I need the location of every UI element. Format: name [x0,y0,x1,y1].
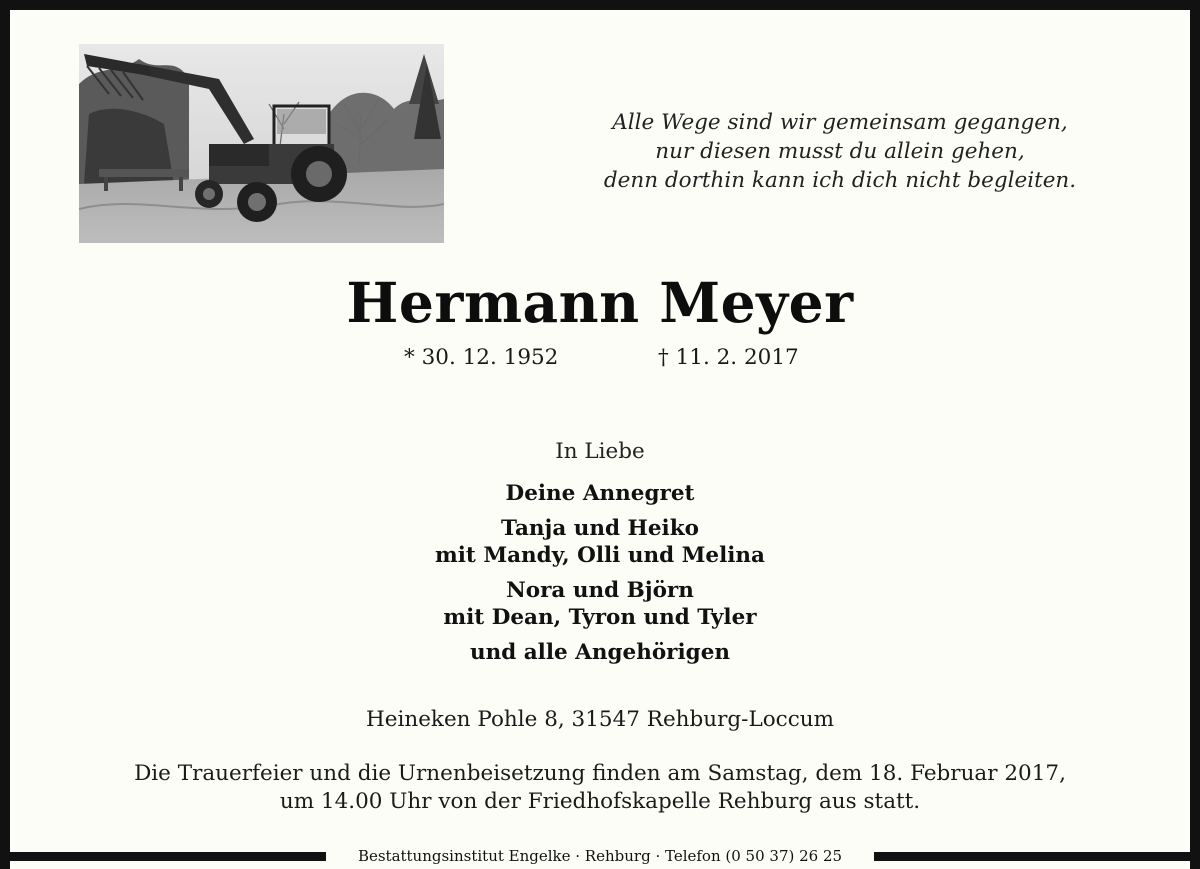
family-address: Heineken Pohle 8, 31547 Rehburg-Loccum [366,707,834,732]
verse-line: nur diesen musst du allein gehen, [655,139,1025,164]
ceremony-info [0,760,1200,816]
mourner-group [0,480,1200,507]
tractor-photo [79,44,444,243]
mourner-line: Tanja und Heiko [501,516,699,541]
frame-border-left [0,0,10,869]
ceremony-line: um 14.00 Uhr von der Friedhofskapelle Rehburg aus statt. [279,789,921,814]
mourner-line: mit Dean, Tyron und Tyler [443,605,757,630]
mourner-line: mit Mandy, Olli und Melina [434,543,765,568]
mourner-line: Nora und Björn [506,578,694,603]
funeral-home-footer: Bestattungsinstitut Engelke · Rehburg · Telefon (0 50 37) 26 25 [357,847,843,865]
death-date: † 11. 2. 2017 [658,345,799,370]
verse-line: denn dorthin kann ich dich nicht begleiten. [603,168,1077,193]
memorial-verse [560,108,1120,195]
frame-border-right [1190,0,1200,869]
mourner-group [0,639,1200,666]
mourner-group [0,577,1200,631]
mourners-list [0,480,1200,674]
deceased-name: Hermann Meyer [346,270,854,335]
frame-border-top [0,0,1200,10]
frame-border-bottom-left [0,852,326,861]
mourner-line: und alle Angehörigen [469,640,731,665]
birth-date: * 30. 12. 1952 [404,345,559,370]
in-love-heading: In Liebe [555,439,645,464]
verse-line: Alle Wege sind wir gemeinsam gegangen, [612,110,1068,135]
mourner-line: Deine Annegret [505,481,695,506]
mourner-group [0,515,1200,569]
frame-border-bottom-right [874,852,1200,861]
ceremony-line: Die Trauerfeier und die Urnenbeisetzung finden am Samstag, dem 18. Februar 2017, [134,761,1066,786]
